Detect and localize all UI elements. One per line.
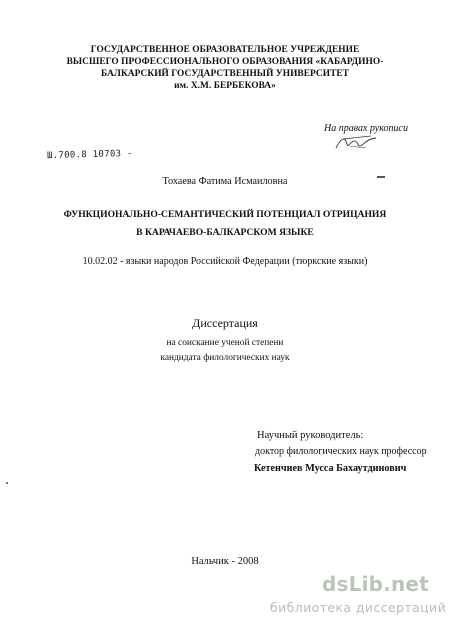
watermark-logo	[322, 572, 429, 596]
watermark-logo-main: dsLib	[322, 572, 384, 596]
advisor-degree: доктор филологических наук профессор	[255, 446, 427, 457]
topic-line-2: В КАРАЧАЕВО-БАЛКАРСКОМ ЯЗЫКЕ	[136, 227, 314, 238]
degree-line-2: кандидата филологических наук	[160, 353, 290, 363]
topic-line-1: ФУНКЦИОНАЛЬНО-СЕМАНТИЧЕСКИЙ ПОТЕНЦИАЛ ОТРИЦАНИЯ	[63, 209, 387, 220]
work-type: Диссертация	[192, 316, 258, 330]
watermark-subtitle: библиотека диссертаций	[270, 600, 447, 615]
advisor-name: Кетенчиев Мусса Бахаутдинович	[254, 463, 407, 474]
watermark-logo-tld: .net	[383, 572, 429, 596]
institution-line-4: им. Х.М. БЕРБЕКОВА»	[174, 81, 276, 91]
rights-note: На правах рукописи	[324, 123, 408, 134]
place-year: Нальчик - 2008	[191, 556, 259, 567]
stray-dot	[6, 482, 8, 484]
advisor-title: Научный руководитель:	[257, 430, 364, 441]
speciality-code: 10.02.02 - языки народов Российской Федерации (тюркские языки)	[82, 256, 368, 267]
institution-line-3: БАЛКАРСКИЙ ГОСУДАРСТВЕННЫЙ УНИВЕРСИТЕТ	[100, 69, 349, 79]
signature-icon	[333, 132, 379, 154]
author-name: Тохаева Фатима Исмаиловна	[162, 176, 288, 187]
institution-line-1: ГОСУДАРСТВЕННОЕ ОБРАЗОВАТЕЛЬНОЕ УЧРЕЖДЕНИЕ	[90, 45, 360, 55]
archive-stamp: Ш.700.8 10703 -	[46, 148, 133, 162]
degree-line-1: на соискание ученой степени	[166, 338, 284, 348]
institution-line-2: ВЫСШЕГО ПРОФЕССИОНАЛЬНОГО ОБРАЗОВАНИЯ «КАБАРДИНО-	[66, 57, 384, 67]
